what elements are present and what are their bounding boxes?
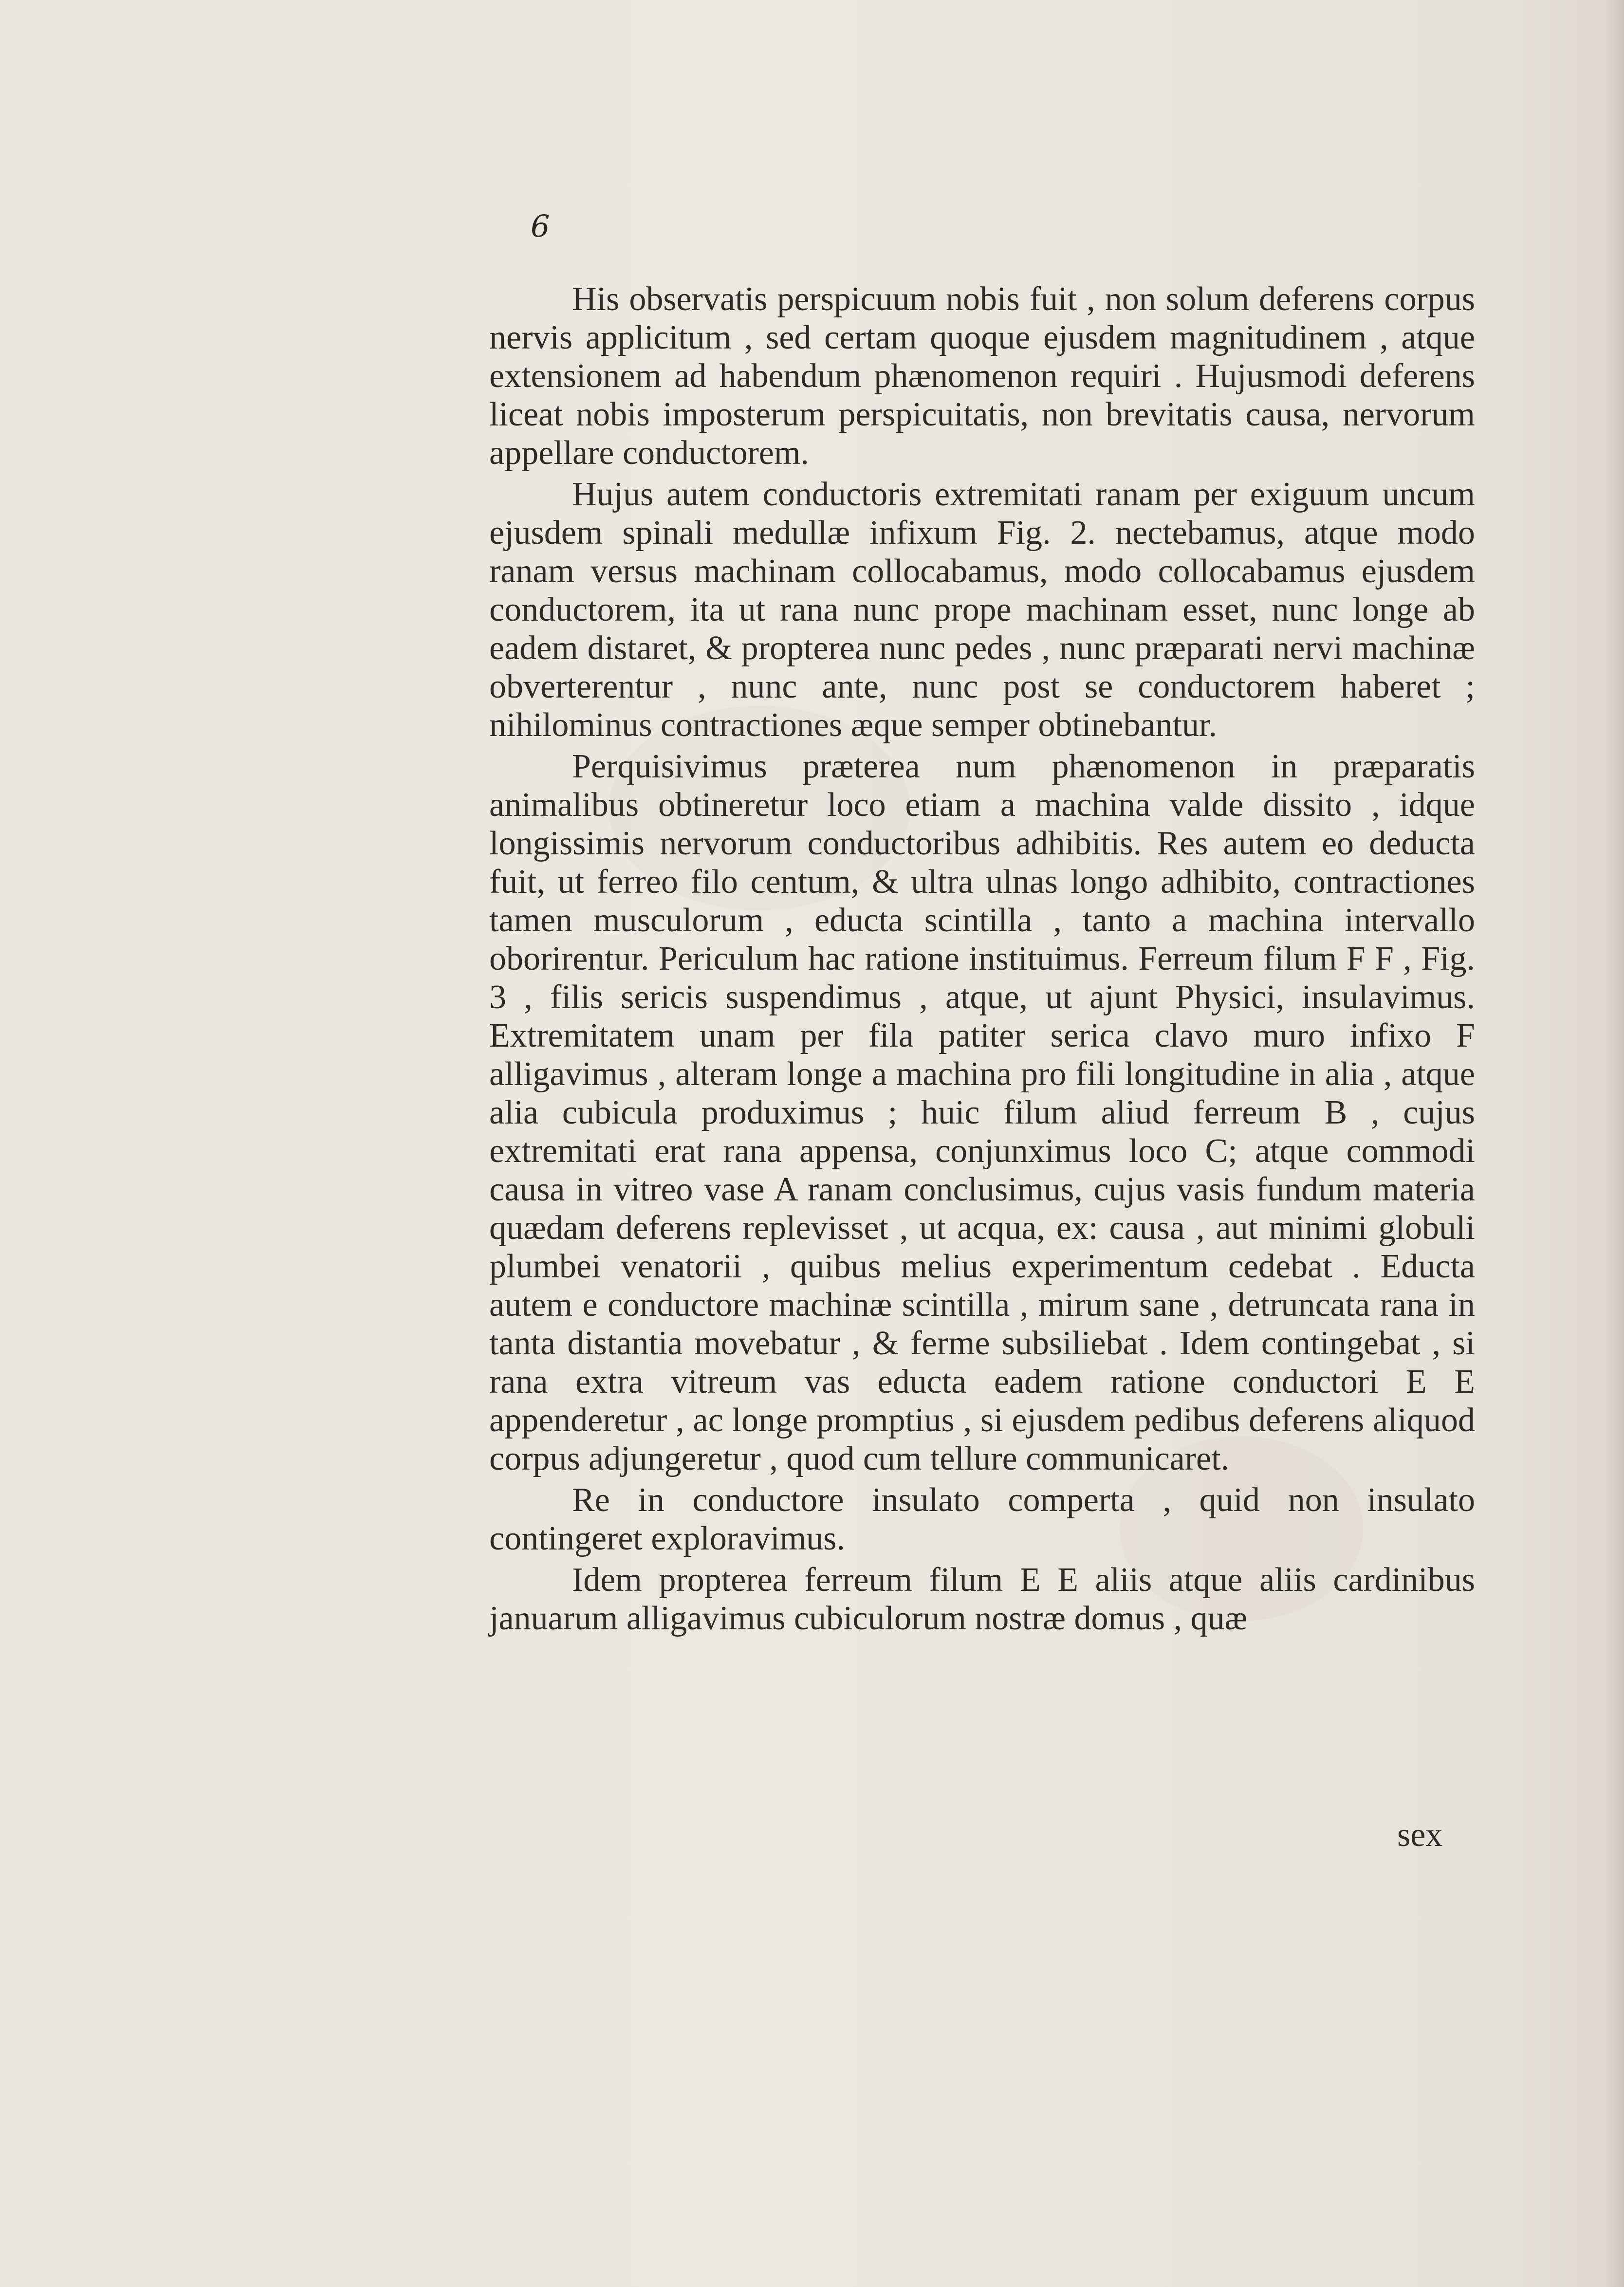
paragraph-4: Re in conductore insulato comperta , quid non insulato contingeret exploravimus. — [489, 1481, 1475, 1557]
paragraph-2: Hujus autem conductoris extremitati ranam per exiguum uncum ejusdem spinali medullæ infixum Fig. 2. nectebamus, atque modo ranam versus machinam collocabamus, modo collocabamus ejusdem conductorem, ita ut rana nunc prope machinam esset, nunc longe ab eadem distaret, & propterea nunc pedes , nunc præparati nervi machinæ obverterentur , nunc ante, nunc post se conductorem haberet ; nihilominus contractiones æque semper obtinebantur. — [489, 476, 1475, 744]
body-text — [489, 280, 1475, 1638]
page-edge-shadow — [1605, 0, 1624, 2287]
catchword: sex — [1397, 1816, 1443, 1854]
paragraph-5: Idem propterea ferreum filum E E aliis atque aliis cardinibus januarum alligavimus cubiculorum nostræ domus , quæ — [489, 1561, 1475, 1637]
paragraph-1: His observatis perspicuum nobis fuit , non solum deferens corpus nervis applicitum , sed certam quoque ejusdem magnitudinem , atque extensionem ad habendum phænomenon requiri . Hujusmodi deferens liceat nobis imposterum perspicuitatis, non brevitatis causa, nervorum appellare conductorem. — [489, 280, 1475, 472]
page-number: 6 — [531, 208, 550, 244]
paragraph-3: Perquisivimus præterea num phænomenon in præparatis animalibus obtineretur loco etiam a machina valde dissito , idque longissimis nervorum conductoribus adhibitis. Res autem eo deducta fuit, ut ferreo filo centum, & ultra ulnas longo adhibito, contractiones tamen musculorum , educta scintilla , tanto a machina intervallo oborirentur. Periculum hac ratione instituimus. Ferreum filum F F , Fig. 3 , filis sericis suspendimus , atque, ut ajunt Physici, insulavimus. Extremitatem unam per fila patiter serica clavo muro infixo F alligavimus , alteram longe a machina pro fili longitudine in alia , atque alia cubicula produximus ; huic filum aliud ferreum B , cujus extremitati erat rana appensa, conjunximus loco C; atque commodi causa in vitreo vase A ranam conclusimus, cujus vasis fundum materia quædam deferens replevisset , ut acqua, ex: causa , aut minimi globuli plumbei venatorii , quibus melius experimentum cedebat . Educta autem e conductore machinæ scintilla , mirum sane , detruncata rana in tanta distantia movebatur , & ferme subsiliebat . Idem contingebat , si rana extra vitreum vas educta eadem ratione conductori E E appenderetur , ac longe promptius , si ejusdem pedibus deferens aliquod corpus adjungeretur , quod cum tellure communicaret. — [489, 748, 1475, 1477]
